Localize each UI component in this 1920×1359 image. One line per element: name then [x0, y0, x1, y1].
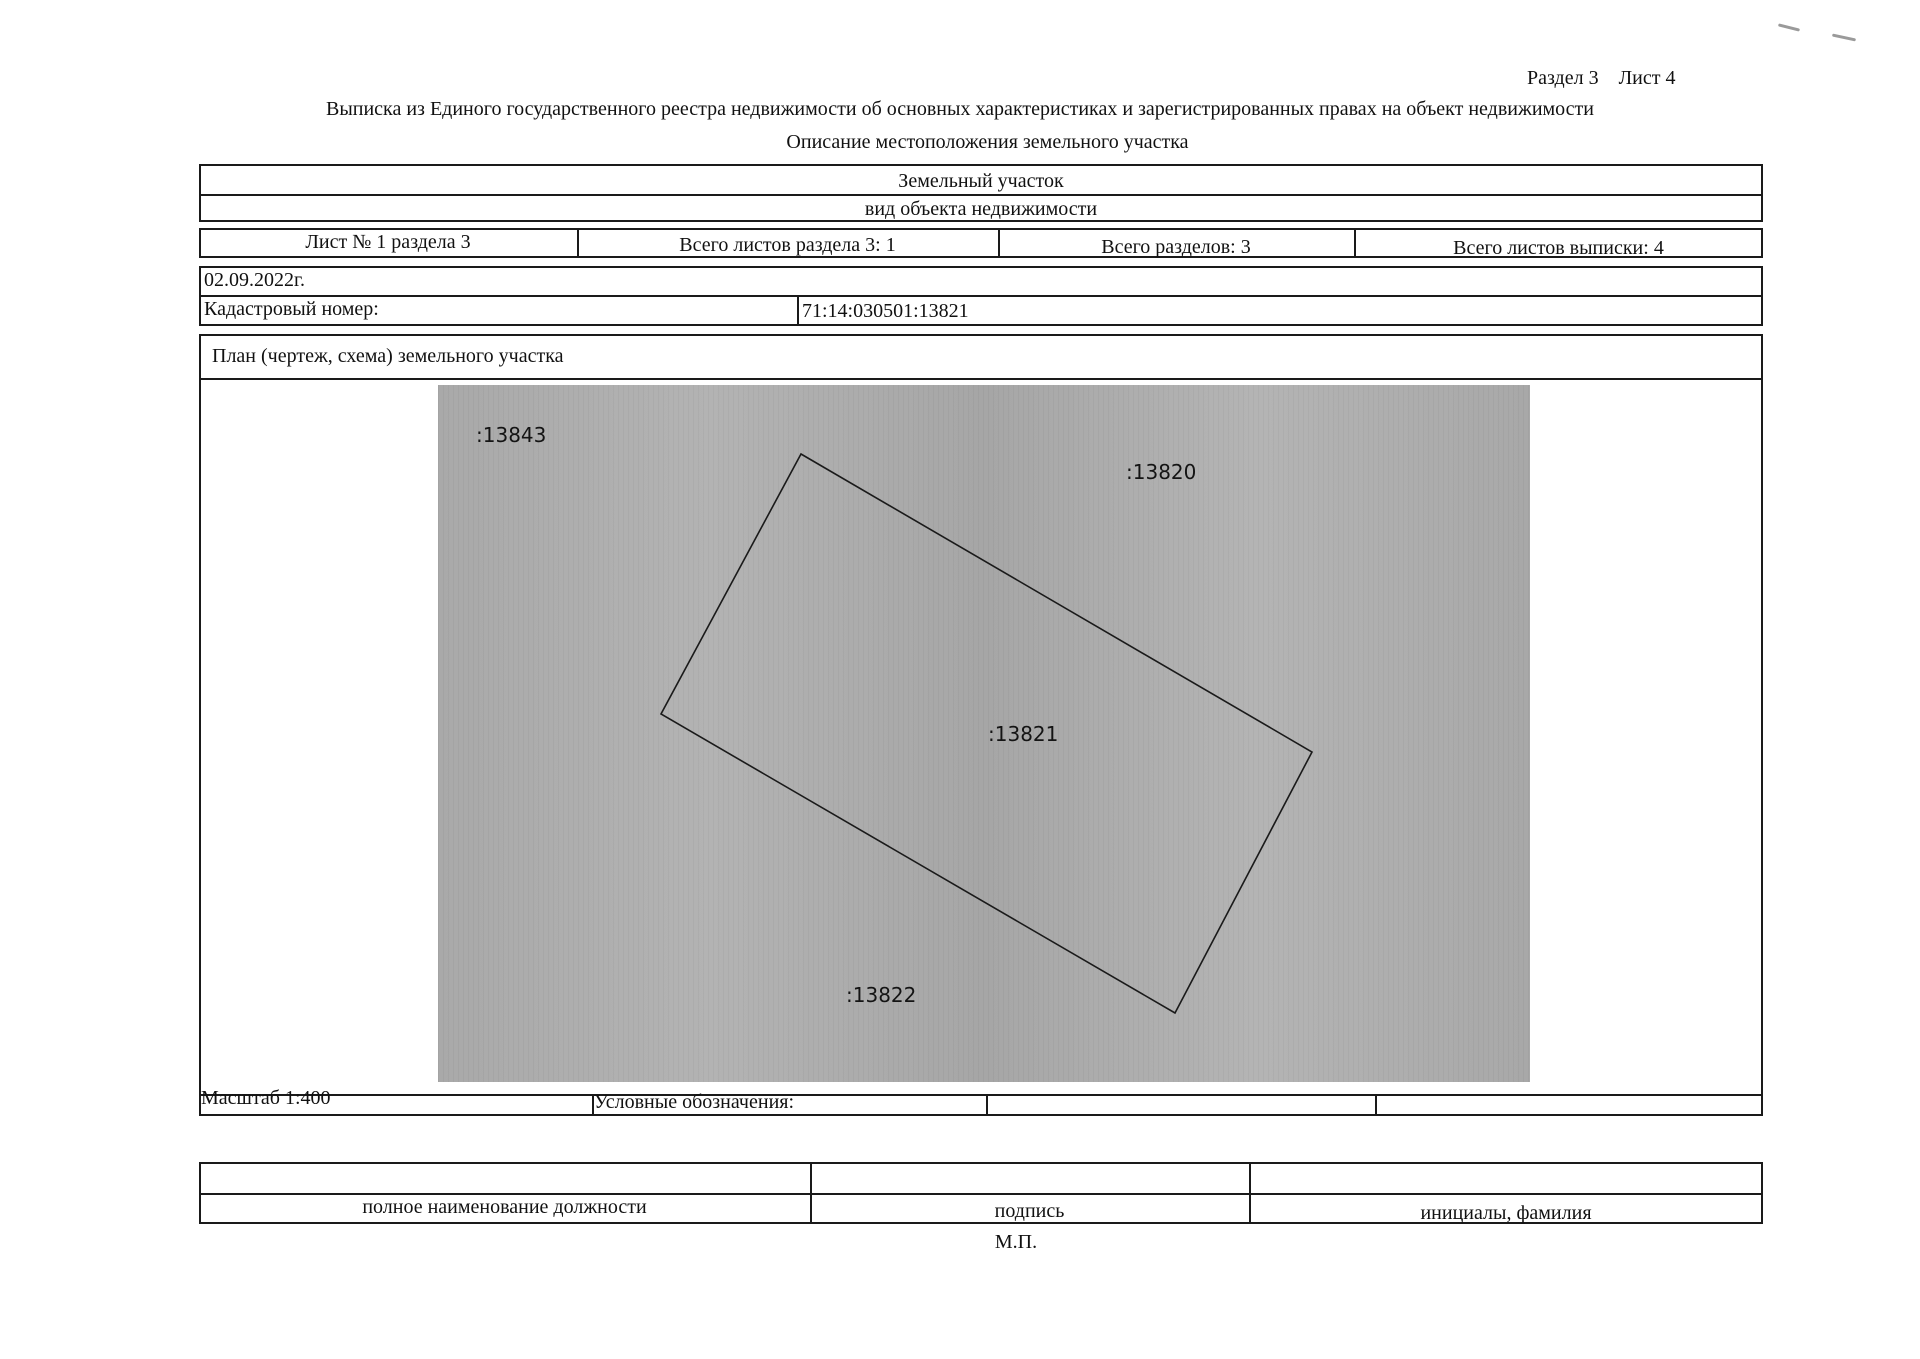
- divider: [797, 295, 799, 326]
- cadastral-number: 71:14:030501:13821: [802, 300, 969, 322]
- divider: [199, 1094, 1763, 1096]
- total-section-sheets: Всего листов раздела 3: 1: [679, 234, 896, 256]
- initials-caption: инициалы, фамилия: [1420, 1202, 1592, 1224]
- divider: [199, 378, 1763, 380]
- object-name: Земельный участок: [898, 170, 1064, 192]
- object-type-caption: вид объекта недвижимости: [864, 198, 1098, 220]
- document-title: Выписка из Единого государственного реестра недвижимости об основных характеристиках и зарегистрированных правах на объект недвижимости: [325, 98, 1594, 120]
- total-extract-sheets: Всего листов выписки: 4: [1453, 237, 1664, 259]
- parcel-drawing: [438, 385, 1530, 1082]
- divider: [986, 1094, 988, 1116]
- label-13822: :13822: [846, 983, 917, 1007]
- extract-date: 02.09.2022г.: [204, 269, 305, 291]
- divider: [1375, 1094, 1377, 1116]
- label-13843: :13843: [476, 423, 547, 447]
- parcel-boundary: [661, 454, 1312, 1013]
- position-caption: полное наименование должности: [362, 1196, 647, 1218]
- scale-label: Масштаб 1:400: [201, 1087, 331, 1109]
- divider: [199, 1193, 1763, 1195]
- cadastral-label: Кадастровый номер:: [204, 298, 379, 320]
- divider: [199, 194, 1763, 196]
- label-13820: :13820: [1126, 460, 1197, 484]
- legend-label: Условные обозначения:: [594, 1091, 795, 1113]
- stamp-place: М.П.: [994, 1231, 1038, 1253]
- scan-artifact: [1832, 34, 1856, 42]
- signature-caption: подпись: [994, 1200, 1065, 1222]
- scan-artifact: [1778, 23, 1800, 31]
- label-13821: :13821: [988, 722, 1059, 746]
- plan-title: План (чертеж, схема) земельного участка: [212, 345, 564, 367]
- plan-map: [438, 385, 1530, 1082]
- document-subtitle: Описание местоположения земельного участка: [786, 131, 1189, 153]
- total-sections: Всего разделов: 3: [1101, 236, 1251, 258]
- section-sheet-label: Раздел 3 Лист 4: [1527, 67, 1676, 89]
- sheet-number: Лист № 1 раздела 3: [305, 231, 471, 253]
- divider: [199, 295, 1763, 297]
